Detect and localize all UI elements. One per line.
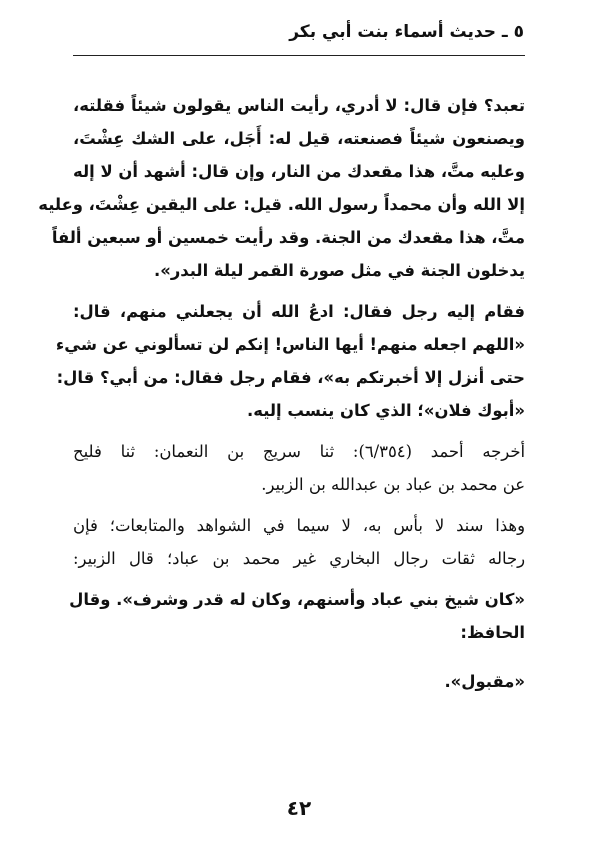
text-line: وهذا سند لا بأس به، لا سيما في الشواهد والمتابعات؛ فإن [73, 516, 525, 535]
text-line: أخرجه أحمد (٦/٣٥٤): ثنا سريج بن النعمان: ثنا فليح [73, 442, 526, 461]
text-line: «أبوك فلان»؛ الذي كان ينسب إليه. [247, 401, 525, 420]
text-line: «مقبول». [444, 672, 525, 691]
text-line: حتى أنزل إلا أخبرتكم به»، فقام رجل فقال: من أبي؟ قال: [56, 368, 525, 387]
running-header: ٥ ـ حديث أسماء بنت أبي بكر [289, 22, 524, 42]
text-line: فقام إليه رجل فقال: ادعُ الله أن يجعلني منهم، قال: [73, 302, 525, 321]
text-line: «اللهم اجعله منهم! أيها الناس! إنكم لن تسألوني عن شيء [55, 335, 525, 354]
text-line: إلا الله وأن محمداً رسول الله. قيل: على اليقين عِشْتَ، وعليه [38, 195, 525, 214]
text-line: «كان شيخ بني عباد وأسنهم، وكان له قدر وشرف». وقال [69, 590, 525, 609]
text-line: الحافظ: [460, 623, 525, 642]
text-line: رجاله ثقات رجال البخاري غير محمد بن عباد؛ قال الزبير: [73, 549, 525, 568]
text-line: وعليه متَّ، هذا مقعدك من النار، وإن قال: أشهد أن لا إله [73, 162, 525, 181]
text-line: تعبد؟ فإن قال: لا أدري، رأيت الناس يقولون شيئاً فقلته، [73, 96, 525, 115]
text-line: متَّ، هذا مقعدك من الجنة. وقد رأيت خمسين أو سبعين ألفاً [51, 228, 525, 247]
text-line: ويصنعون شيئاً فصنعته، قيل له: أَجَل، على الشك عِشْتَ، [73, 129, 525, 148]
text-line: عن محمد بن عباد بن عبدالله بن الزبير. [261, 475, 525, 494]
text-line: يدخلون الجنة في مثل صورة القمر ليلة البدر». [154, 261, 525, 280]
header-rule [73, 55, 525, 56]
page-number: ٤٢ [286, 796, 312, 820]
